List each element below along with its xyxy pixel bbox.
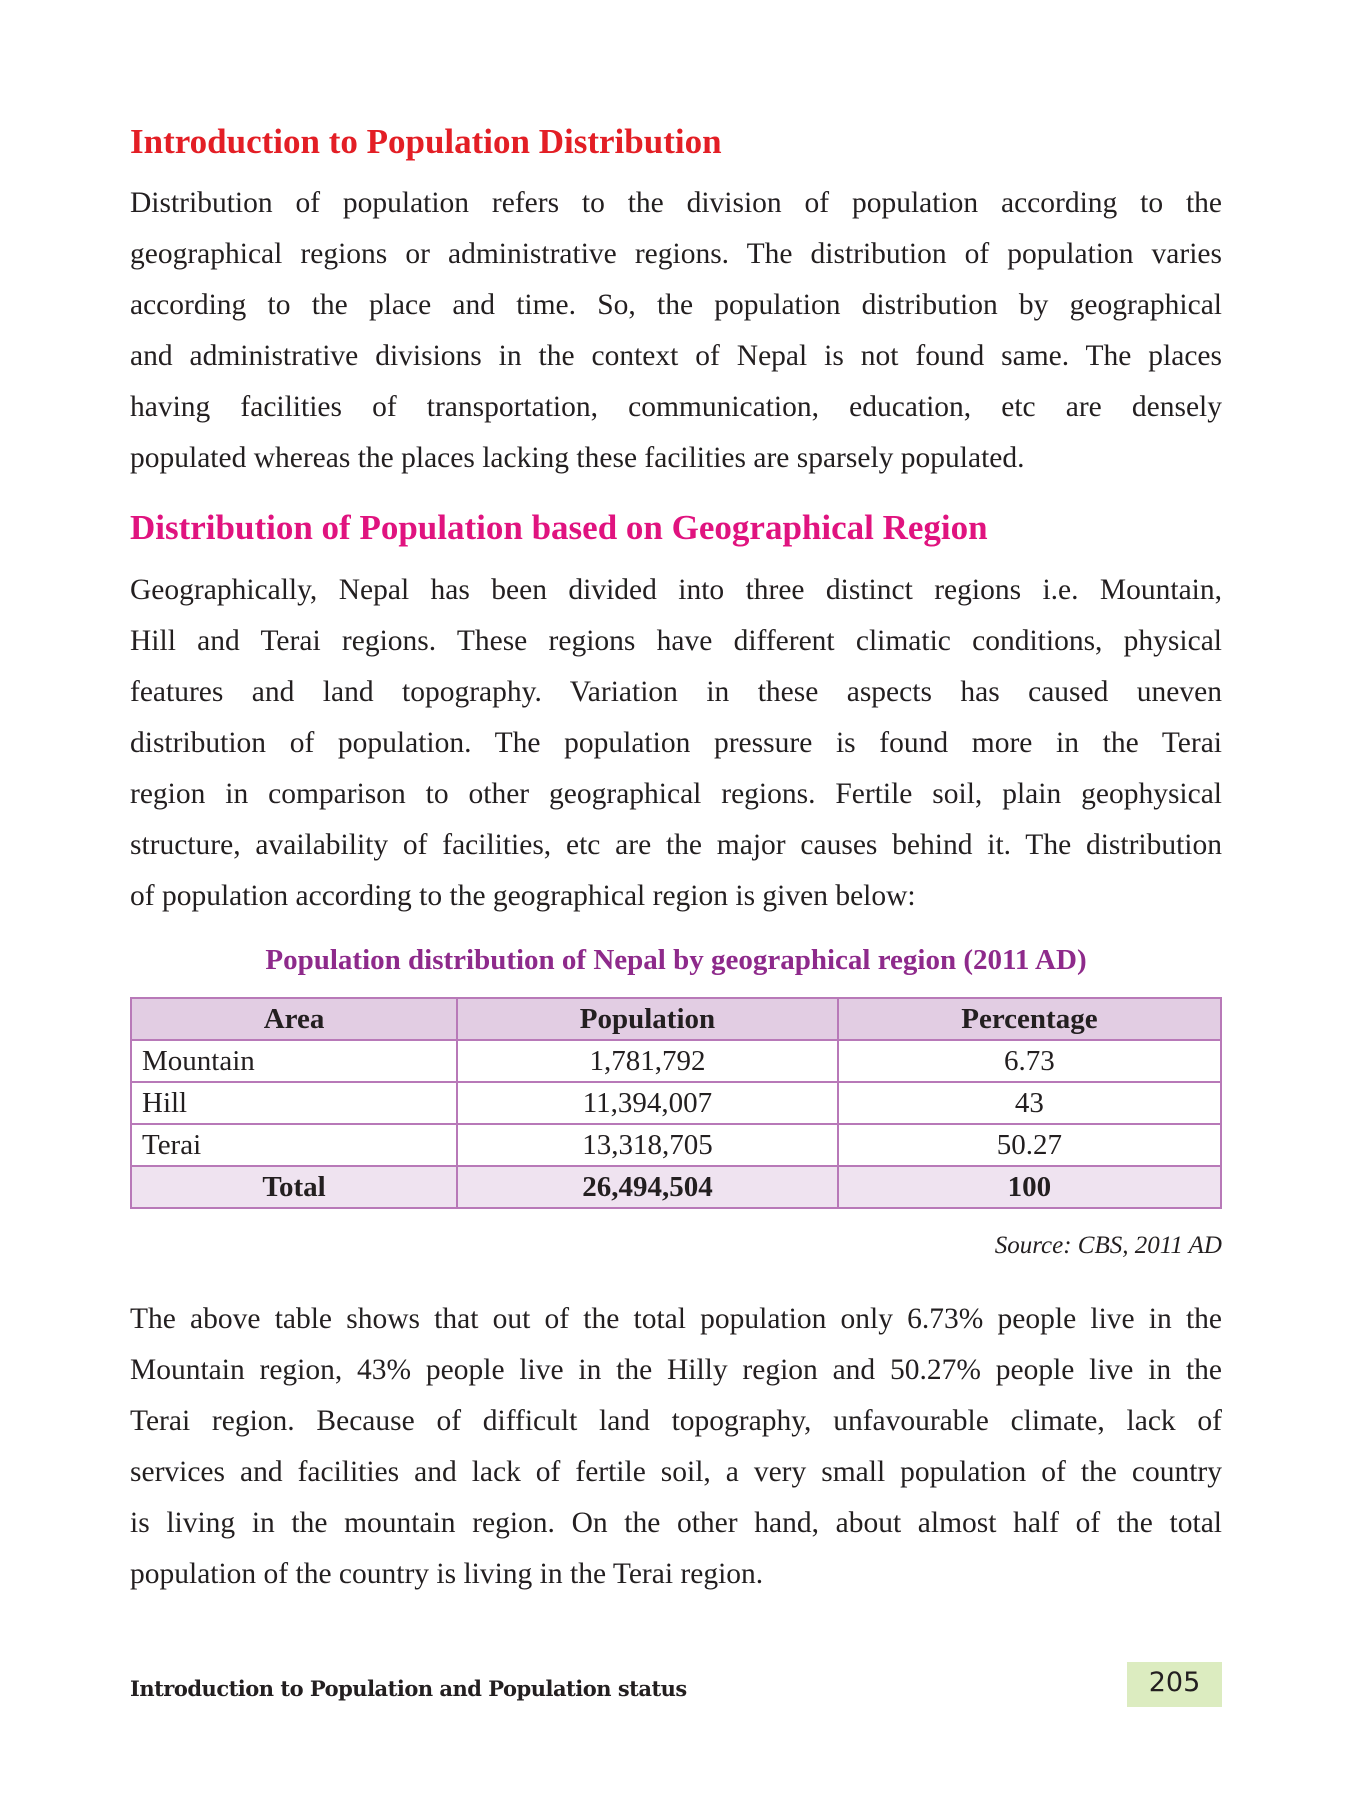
text-line: Terai region. Because of difficult land topography, unfavourable climate, lack of [130,1405,1222,1437]
cell-percentage: 50.27 [838,1124,1221,1166]
table-header-row [131,998,1221,1040]
text-line: is living in the mountain region. On the other hand, about almost half of the total [130,1507,1222,1539]
section-heading-introduction: Introduction to Population Distribution [130,122,722,161]
header-population: Population [457,998,838,1040]
paragraph-introduction [130,178,1222,484]
text-line: Hill and Terai regions. These regions have different climatic conditions, physical [130,625,1222,657]
cell-area: Mountain [131,1040,457,1082]
text-line: having facilities of transportation, communication, education, etc are densely [130,391,1222,423]
cell-population: 13,318,705 [457,1124,838,1166]
text-line: structure, availability of facilities, etc are the major causes behind it. The distribution [130,829,1222,861]
cell-total-percentage: 100 [838,1166,1221,1208]
text-line: services and facilities and lack of fertile soil, a very small population of the country [130,1456,1222,1488]
cell-area: Terai [131,1124,457,1166]
paragraph-table-analysis [130,1294,1222,1600]
cell-percentage: 43 [838,1082,1221,1124]
cell-total-label: Total [131,1166,457,1208]
section-heading-geographical: Distribution of Population based on Geographical Region [130,508,988,547]
text-line: populated whereas the places lacking these facilities are sparsely populated. [130,442,1025,474]
table-row [131,1040,1221,1082]
footer-chapter-title: Introduction to Population and Population status [130,1676,687,1701]
table-row [131,1124,1221,1166]
text-line: Distribution of population refers to the division of population according to the [130,187,1222,219]
text-line: Mountain region, 43% people live in the Hilly region and 50.27% people live in the [130,1354,1222,1386]
cell-percentage: 6.73 [838,1040,1221,1082]
header-percentage: Percentage [838,998,1221,1040]
text-line: population of the country is living in the Terai region. [130,1558,764,1590]
cell-population: 1,781,792 [457,1040,838,1082]
text-line: of population according to the geographical region is given below: [130,880,916,912]
text-line: according to the place and time. So, the population distribution by geographical [130,289,1222,321]
header-area: Area [131,998,457,1040]
text-line: region in comparison to other geographical regions. Fertile soil, plain geophysical [130,778,1222,810]
text-line: features and land topography. Variation in these aspects has caused uneven [130,676,1222,708]
table-source: Source: CBS, 2011 AD [994,1232,1222,1259]
table-total-row [131,1166,1221,1208]
text-line: Geographically, Nepal has been divided into three distinct regions i.e. Mountain, [130,574,1222,606]
text-line: and administrative divisions in the context of Nepal is not found same. The places [130,340,1222,372]
text-line: distribution of population. The population pressure is found more in the Terai [130,727,1222,759]
page-number: 205 [1127,1662,1222,1707]
table-caption: Population distribution of Nepal by geographical region (2011 AD) [265,944,1087,976]
cell-total-population: 26,494,504 [457,1166,838,1208]
text-line: geographical regions or administrative regions. The distribution of population varies [130,238,1222,270]
table-row [131,1082,1221,1124]
text-line: The above table shows that out of the total population only 6.73% people live in the [130,1303,1222,1335]
paragraph-geographical [130,565,1222,922]
cell-population: 11,394,007 [457,1082,838,1124]
population-table [130,997,1222,1209]
cell-area: Hill [131,1082,457,1124]
